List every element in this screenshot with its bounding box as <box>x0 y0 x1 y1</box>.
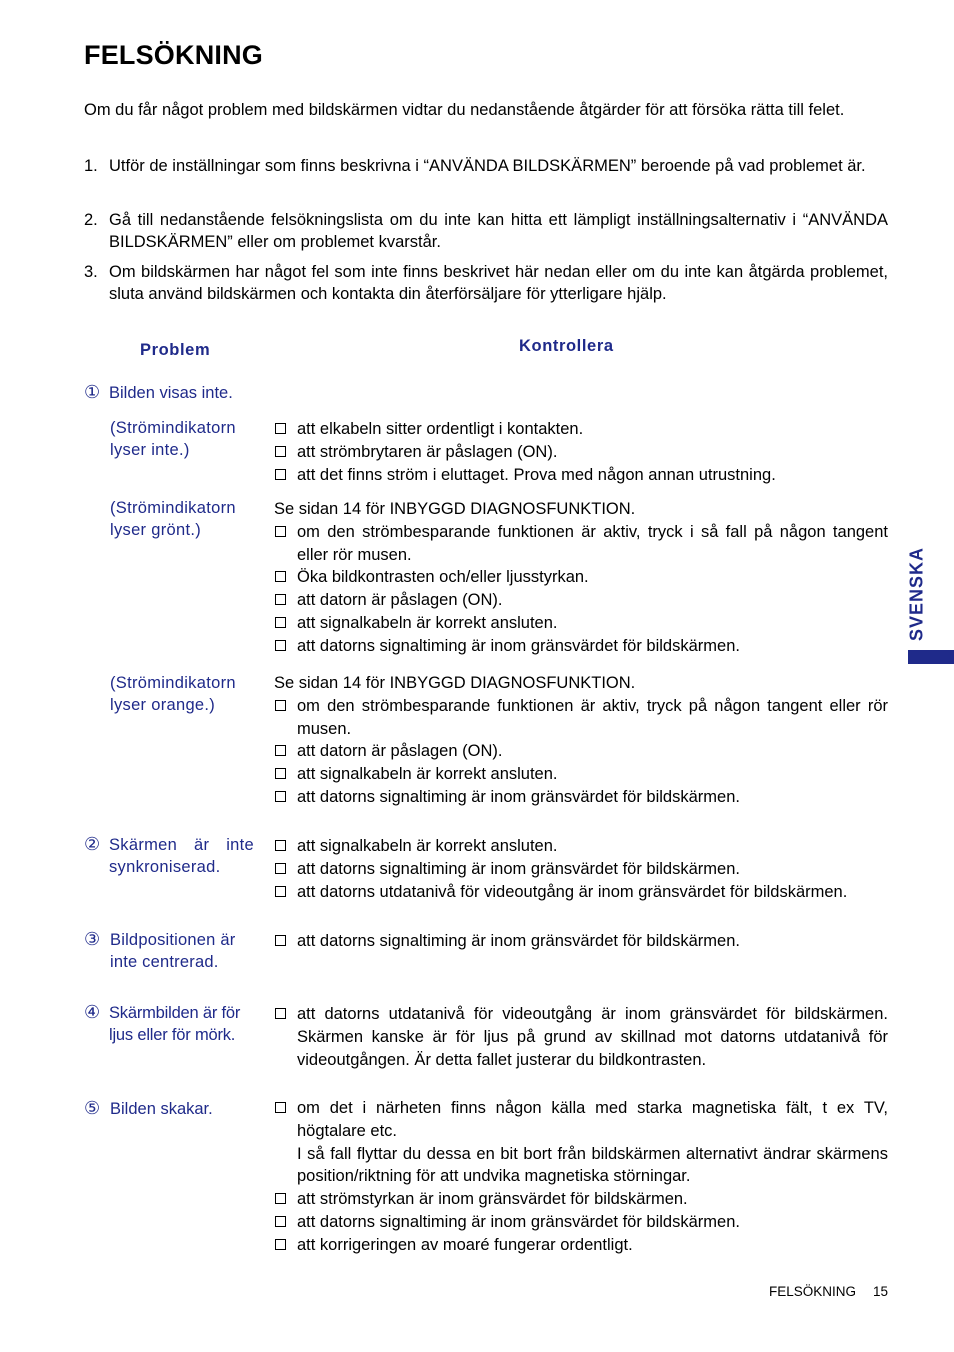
step-text: Gå till nedanstående felsökningslista om du inte kan hitta ett lämpligt inställningsalternativ i “ANVÄNDA BILDSKÄRMEN” eller om problemet kvarstår. <box>109 211 888 251</box>
sub-condition: (Strömindikatorn lyser orange.) <box>110 674 236 714</box>
check-group <box>274 930 888 953</box>
checkbox-icon <box>275 1216 286 1227</box>
circled-number: ④ <box>84 1002 101 1023</box>
check-item: att signalkabeln är korrekt ansluten. <box>274 763 888 786</box>
checkbox-icon <box>275 791 286 802</box>
circled-number: ③ <box>84 929 101 950</box>
sub-condition: (Strömindikatorn lyser inte.) <box>110 419 236 459</box>
check-item: Öka bildkontrasten och/eller ljusstyrkan. <box>274 566 888 589</box>
step-number: 1. <box>84 157 98 175</box>
check-item-continuation: I så fall flyttar du dessa en bit bort från bildskärmen alternativt ändrar skärmens position/riktning för att undvika magnetiska störningar. <box>297 1144 888 1186</box>
intro-paragraph: Om du får något problem med bildskärmen vidtar du nedanstående åtgärder för att försöka rätta till felet. <box>84 101 845 119</box>
check-item: att datorns signaltiming är inom gränsvärdet för bildskärmen. <box>274 858 888 881</box>
checkbox-icon <box>275 1102 286 1113</box>
check-item: om det i närheten finns någon källa med starka magnetiska fält, t ex TV, högtalare etc. <box>274 1097 888 1143</box>
checkbox-icon <box>275 935 286 946</box>
checkbox-icon <box>275 745 286 756</box>
check-group <box>274 1003 888 1071</box>
checkbox-icon <box>275 840 286 851</box>
check-item: att datorns signaltiming är inom gränsvärdet för bildskärmen. <box>274 1211 888 1234</box>
checkbox-icon <box>275 617 286 628</box>
check-item: att signalkabeln är korrekt ansluten. <box>274 835 888 858</box>
problem-label: Skärmen är inte synkroniserad. <box>109 836 254 876</box>
problem-column-header: Problem <box>140 341 211 359</box>
check-item: att datorn är påslagen (ON). <box>274 589 888 612</box>
problem-label: Bildpositionen är inte centrerad. <box>110 931 236 971</box>
check-column-header: Kontrollera <box>519 337 614 355</box>
check-item: att datorns signaltiming är inom gränsvärdet för bildskärmen. <box>274 786 888 809</box>
checkbox-icon <box>275 700 286 711</box>
check-item: att datorns signaltiming är inom gränsvärdet för bildskärmen. <box>274 930 888 953</box>
check-item: om den strömbesparande funktionen är aktiv, tryck på någon tangent eller rör musen. <box>274 695 888 741</box>
checkbox-icon <box>275 469 286 480</box>
check-group <box>274 418 888 486</box>
language-tab <box>906 540 928 648</box>
checkbox-icon <box>275 423 286 434</box>
check-group <box>274 672 888 809</box>
step-number: 3. <box>84 263 98 281</box>
language-tab-label: SVENSKA <box>906 546 927 642</box>
diagnosis-note: Se sidan 14 för INBYGGD DIAGNOSFUNKTION. <box>274 674 636 692</box>
check-item: att strömstyrkan är inom gränsvärdet för bildskärmen. <box>274 1188 888 1211</box>
checkbox-icon <box>275 446 286 457</box>
check-item: att strömbrytaren är påslagen (ON). <box>274 441 888 464</box>
check-item: att datorns utdatanivå för videoutgång är inom gränsvärdet för bildskärmen. <box>274 881 888 904</box>
check-group <box>274 835 888 903</box>
checkbox-icon <box>275 768 286 779</box>
problem-label: Bilden visas inte. <box>109 384 233 402</box>
language-tab-marker <box>908 650 954 664</box>
checkbox-icon <box>275 886 286 897</box>
circled-number: ② <box>84 834 101 855</box>
check-item: att datorns utdatanivå för videoutgång är inom gränsvärdet för bildskärmen. Skärmen kanske är för ljus på grund av skillnad mot datorns utdatanivå för videoutgången. Är detta fallet justerar du bildkontrasten. <box>274 1003 888 1071</box>
diagnosis-note: Se sidan 14 för INBYGGD DIAGNOSFUNKTION. <box>274 500 636 518</box>
check-group <box>274 1097 888 1257</box>
problem-label: Skärmbilden är för ljus eller för mörk. <box>109 1004 241 1044</box>
check-item: att det finns ström i eluttaget. Prova med någon annan utrustning. <box>274 464 888 487</box>
checkbox-icon <box>275 1193 286 1204</box>
checkbox-icon <box>275 1008 286 1019</box>
check-item: om den strömbesparande funktionen är aktiv, tryck i så fall på någon tangent eller rör musen. <box>274 521 888 567</box>
sub-condition: (Strömindikatorn lyser grönt.) <box>110 499 236 539</box>
checkbox-icon <box>275 526 286 537</box>
circled-number: ① <box>84 382 101 403</box>
step-text: Utför de inställningar som finns beskrivna i “ANVÄNDA BILDSKÄRMEN” beroende på vad problemet är. <box>109 157 866 175</box>
check-item: att korrigeringen av moaré fungerar ordentligt. <box>274 1234 888 1257</box>
step-text: Om bildskärmen har något fel som inte finns beskrivet här nedan eller om du inte kan åtgärda problemet, sluta använd bildskärmen och kontakta din återförsäljare för ytterligare hjälp. <box>109 263 888 303</box>
problem-label: Bilden skakar. <box>110 1100 213 1118</box>
check-item: att elkabeln sitter ordentligt i kontakten. <box>274 418 888 441</box>
checkbox-icon <box>275 640 286 651</box>
check-item: att datorn är påslagen (ON). <box>274 740 888 763</box>
footer-section: FELSÖKNING <box>769 1284 857 1299</box>
checkbox-icon <box>275 863 286 874</box>
check-item: att datorns signaltiming är inom gränsvärdet för bildskärmen. <box>274 635 888 658</box>
footer-page-number: 15 <box>873 1284 889 1299</box>
page-title: FELSÖKNING <box>84 40 264 70</box>
step-number: 2. <box>84 211 98 229</box>
checkbox-icon <box>275 571 286 582</box>
checkbox-icon <box>275 1239 286 1250</box>
check-group <box>274 498 888 658</box>
circled-number: ⑤ <box>84 1098 101 1119</box>
check-item: att signalkabeln är korrekt ansluten. <box>274 612 888 635</box>
checkbox-icon <box>275 594 286 605</box>
